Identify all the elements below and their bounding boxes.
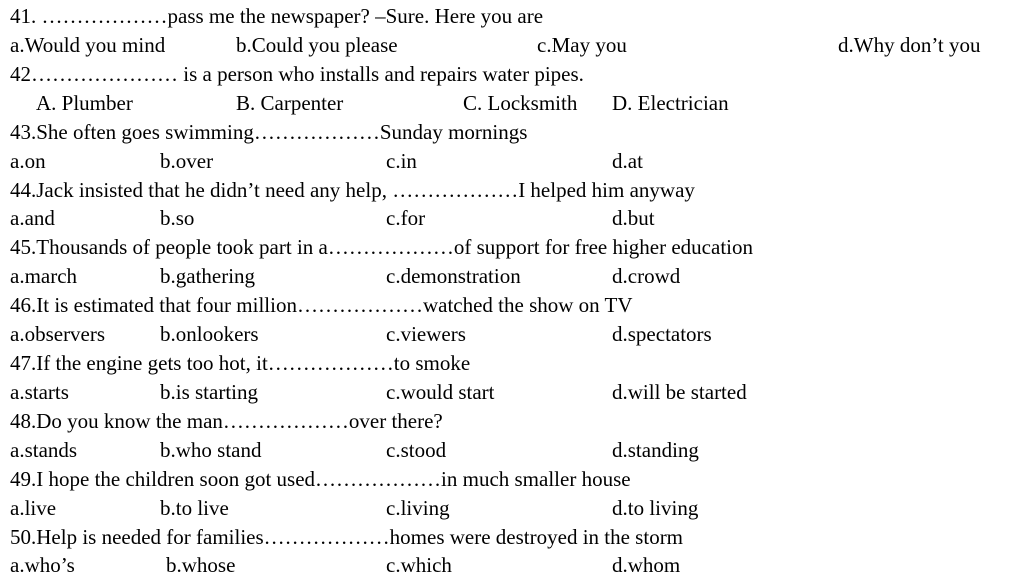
- option-c: c.for: [386, 206, 426, 230]
- option-d: d.standing: [612, 438, 699, 462]
- option-d: d.will be started: [612, 380, 747, 404]
- option-a: a.on: [10, 149, 46, 173]
- question-stem: 47.If the engine gets too hot, it………………to smoke: [10, 351, 471, 375]
- option-b: b.onlookers: [160, 322, 259, 346]
- option-c: c.viewers: [386, 322, 466, 346]
- option-b: b.whose: [166, 553, 236, 577]
- option-a: a.and: [10, 206, 55, 230]
- option-d: d.but: [612, 206, 655, 230]
- option-b: b.to live: [160, 496, 229, 520]
- option-c: c.May you: [537, 33, 627, 57]
- option-b: B. Carpenter: [236, 91, 344, 115]
- option-c: c.which: [386, 553, 452, 577]
- option-d: d.at: [612, 149, 643, 173]
- option-b: b.Could you please: [236, 33, 398, 57]
- option-a: a.starts: [10, 380, 69, 404]
- option-d: D. Electrician: [612, 91, 729, 115]
- option-a: a.who’s: [10, 553, 75, 577]
- option-d: d.spectators: [612, 322, 712, 346]
- question-stem: 48.Do you know the man………………over there?: [10, 409, 443, 433]
- option-c: c.demonstration: [386, 264, 521, 288]
- option-b: b.who stand: [160, 438, 262, 462]
- option-b: b.is starting: [160, 380, 258, 404]
- option-d: d.Why don’t you: [838, 33, 981, 57]
- option-b: b.over: [160, 149, 214, 173]
- option-c: C. Locksmith: [463, 91, 578, 115]
- question-stem: 46.It is estimated that four million………………watched the show on TV: [10, 293, 633, 317]
- question-stem: 41. ………………pass me the newspaper? –Sure. Here you are: [10, 4, 544, 28]
- question-stem: 49.I hope the children soon got used………………in much smaller house: [10, 467, 631, 491]
- option-b: b.so: [160, 206, 195, 230]
- option-a: a.march: [10, 264, 78, 288]
- option-c: c.would start: [386, 380, 495, 404]
- option-c: c.in: [386, 149, 417, 173]
- question-stem: 45.Thousands of people took part in a………………of support for free higher education: [10, 235, 753, 259]
- option-a: A. Plumber: [36, 91, 133, 115]
- question-stem: 42………………… is a person who installs and repairs water pipes.: [10, 62, 584, 86]
- option-d: d.to living: [612, 496, 699, 520]
- option-a: a.Would you mind: [10, 33, 166, 57]
- question-stem: 43.She often goes swimming………………Sunday mornings: [10, 120, 528, 144]
- option-c: c.stood: [386, 438, 447, 462]
- option-a: a.live: [10, 496, 57, 520]
- question-stem: 44.Jack insisted that he didn’t need any help, ………………I helped him anyway: [10, 178, 695, 202]
- option-d: d.crowd: [612, 264, 681, 288]
- option-b: b.gathering: [160, 264, 256, 288]
- option-a: a.observers: [10, 322, 106, 346]
- option-a: a.stands: [10, 438, 78, 462]
- question-stem: 50.Help is needed for families………………homes were destroyed in the storm: [10, 525, 684, 549]
- option-c: c.living: [386, 496, 450, 520]
- option-d: d.whom: [612, 553, 681, 577]
